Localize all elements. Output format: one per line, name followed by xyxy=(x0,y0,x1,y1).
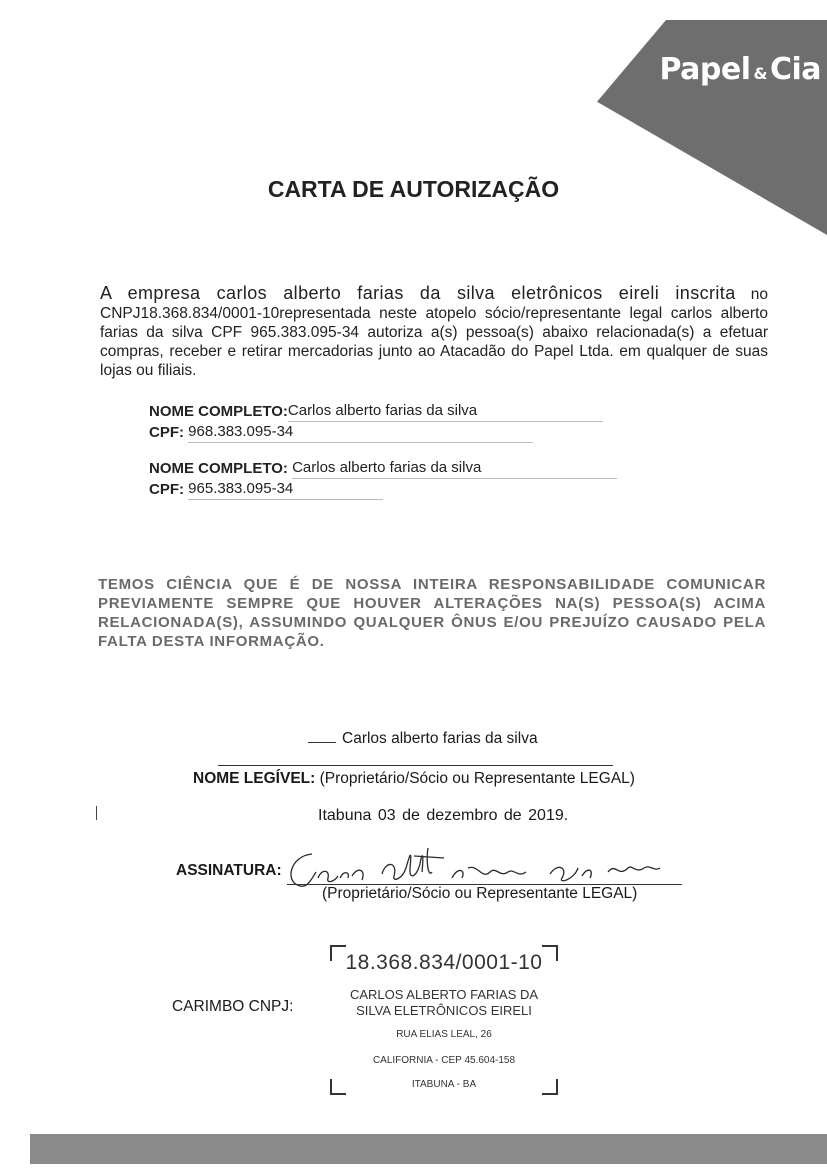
cpf-value: 968.383.095-34 xyxy=(188,422,533,443)
legible-name-rule xyxy=(218,765,613,766)
authorization-paragraph xyxy=(100,284,768,380)
cpf-value: 965.383.095-34 xyxy=(188,479,383,500)
stamp-address: RUA ELIAS LEAL, 26 xyxy=(396,1029,492,1040)
stamp-city: ITABUNA - BA xyxy=(411,1079,477,1090)
cpf-label: CPF: xyxy=(149,424,184,441)
stamp-company-line2: SILVA ELETRÔNICOS EIRELI xyxy=(356,1003,532,1018)
signature-label: ASSINATURA: xyxy=(176,862,282,879)
stamp-company-line1: CARLOS ALBERTO FARIAS DA xyxy=(349,987,539,1002)
legible-label: NOME LEGÍVEL: xyxy=(193,770,316,787)
margin-mark xyxy=(96,806,97,820)
legible-name-caption xyxy=(193,770,635,788)
brand-logo: Papel & Cia xyxy=(659,52,821,87)
authorized-person-1 xyxy=(149,401,603,443)
cnpj-stamp xyxy=(330,945,558,1095)
name-label: NOME COMPLETO: xyxy=(149,403,288,420)
responsibility-notice: TEMOS CIÊNCIA QUE É DE NOSSA INTEIRA RESPONSABILIDADE COMUNICAR PREVIAMENTE SEMPRE QUE HOUVER ALTERAÇÕES NA(S) PESSOA(S) ACIMA RELACIONADA(S), ASSUMINDO QUALQUER ÔNUS E/OU PREJUÍZO CAUSADO PELA FALTA DESTA INFORMAÇÃO. xyxy=(98,576,766,650)
stamp-label: CARIMBO CNPJ: xyxy=(172,998,294,1015)
authorized-person-2 xyxy=(149,458,617,500)
legible-name-line xyxy=(308,730,538,748)
stamp-cnpj: 18.368.834/0001-10 xyxy=(345,951,543,974)
place-date: Itabuna 03 de dezembro de 2019. xyxy=(318,807,569,824)
page-title: CARTA DE AUTORIZAÇÃO xyxy=(267,176,560,202)
name-value: Carlos alberto farias da silva xyxy=(292,458,617,479)
name-label: NOME COMPLETO: xyxy=(149,460,288,477)
legible-sub: (Proprietário/Sócio ou Representante LEGAL) xyxy=(319,770,635,787)
footer-band xyxy=(30,1134,827,1164)
paragraph-rest: no CNPJ18.368.834/0001-10representada neste atopelo sócio/representante legal carlos alberto farias da silva CPF 965.383.095-34 autoriza a(s) pessoa(s) abaixo relacionada(s) a efetuar compras, receber e retirar mercadorias junto ao Atacadão do Papel Ltda. em qualquer de suas lojas ou filiais. xyxy=(100,286,768,379)
cpf-label: CPF: xyxy=(149,481,184,498)
stamp-cep: CALIFORNIA - CEP 45.604-158 xyxy=(372,1055,516,1066)
legible-name-value: Carlos alberto farias da silva xyxy=(342,730,538,747)
paragraph-lead: A empresa carlos alberto farias da silva eletrônicos eireli inscrita xyxy=(100,283,736,303)
signature-sub: (Proprietário/Sócio ou Representante LEGAL) xyxy=(322,885,638,902)
name-value: Carlos alberto farias da silva xyxy=(288,401,603,422)
